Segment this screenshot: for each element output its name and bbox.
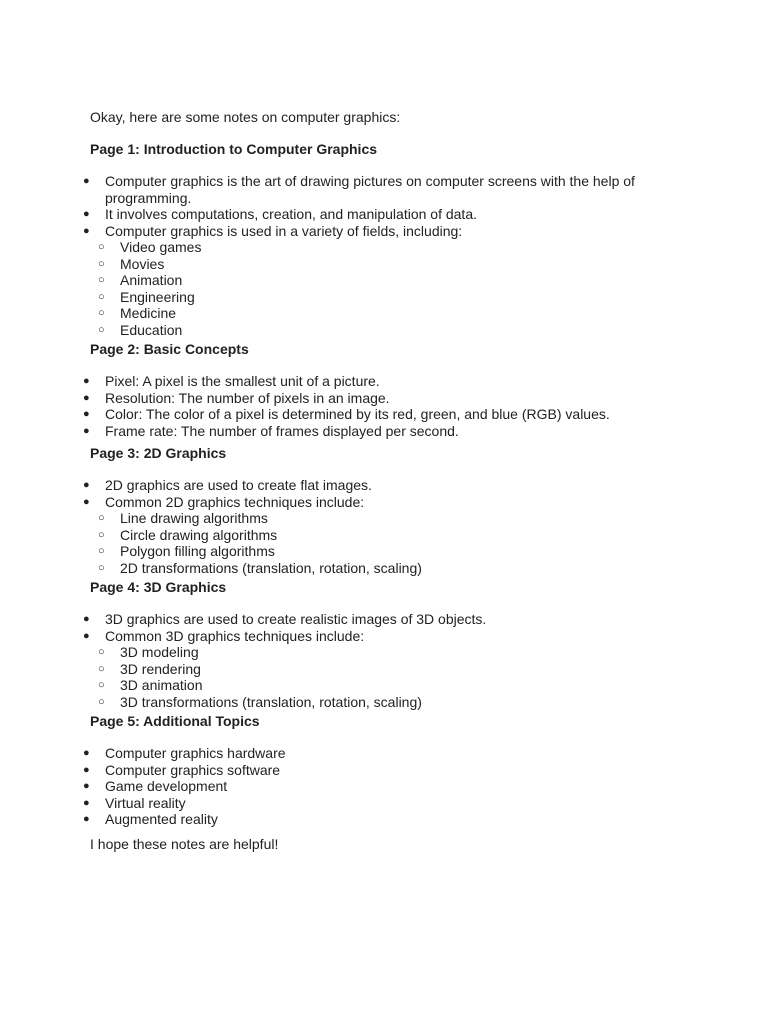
- hollow-bullet-icon: ○: [98, 274, 105, 286]
- hollow-bullet-icon: ○: [98, 257, 105, 270]
- section-heading: Page 4: 3D Graphics: [90, 579, 227, 595]
- section-heading: Page 2: Basic Concepts: [90, 341, 249, 357]
- sub-list-item: ○ Movies: [98, 255, 165, 272]
- section-heading: Page 1: Introduction to Computer Graphics: [90, 141, 378, 157]
- sub-list-item: ○ Animation: [98, 272, 183, 288]
- hollow-bullet-icon: ○: [98, 545, 105, 557]
- list-item: ● Virtual reality: [83, 794, 186, 811]
- hollow-bullet-icon: ○: [98, 662, 105, 675]
- list-item: ● Pixel: A pixel is the smallest unit of a picture.: [83, 373, 380, 389]
- bullet-icon: ●: [83, 629, 90, 642]
- bullet-icon: ●: [83, 408, 90, 420]
- sub-list: [98, 644, 680, 710]
- bullet-list: [0, 477, 680, 576]
- section-heading: Page 5: Additional Topics: [90, 713, 260, 729]
- sub-list-item: ○ 3D modeling: [98, 644, 199, 660]
- bullet-icon: ●: [83, 763, 90, 776]
- bullet-icon: ●: [83, 780, 90, 792]
- sub-list-item: ○ 2D transformations (translation, rotation, scaling): [98, 559, 422, 576]
- bullet-icon: ●: [83, 747, 90, 759]
- hollow-bullet-icon: ○: [98, 561, 105, 574]
- list-item: ● Common 3D graphics techniques include: ○ 3D modeling ○ 3D rendering ○ 3D animation ○ 3D transformations (translation, rotation, scaling): [0, 628, 680, 711]
- sub-list: [98, 510, 680, 576]
- hollow-bullet-icon: ○: [98, 512, 105, 524]
- list-item: ● 2D graphics are used to create flat images.: [83, 477, 372, 493]
- hollow-bullet-icon: ○: [98, 695, 105, 708]
- hollow-bullet-icon: ○: [98, 241, 105, 253]
- list-item: ● Augmented reality: [83, 811, 218, 827]
- sub-list-item: ○ Medicine: [98, 305, 177, 321]
- bullet-icon: ●: [83, 424, 90, 437]
- hollow-bullet-icon: ○: [98, 528, 105, 541]
- list-item: ● Frame rate: The number of frames displayed per second.: [83, 422, 459, 439]
- bullet-icon: ●: [83, 208, 90, 220]
- section-heading: Page 3: 2D Graphics: [90, 445, 227, 461]
- sub-list-item: ○ Engineering: [98, 288, 195, 305]
- sub-list-item: ○ Video games: [98, 239, 202, 255]
- hollow-bullet-icon: ○: [98, 290, 105, 303]
- sub-list-item: ○ 3D transformations (translation, rotation, scaling): [98, 693, 422, 710]
- bullet-icon: ●: [83, 813, 90, 825]
- list-item: ● 3D graphics are used to create realistic images of 3D objects.: [83, 611, 487, 627]
- sub-list-item: ○ Line drawing algorithms: [98, 510, 268, 526]
- list-item: ● Computer graphics hardware: [83, 745, 286, 761]
- bullet-icon: ●: [83, 175, 90, 187]
- bullet-icon: ●: [83, 375, 90, 387]
- bullet-icon: ●: [83, 495, 90, 508]
- closing-text: I hope these notes are helpful!: [90, 836, 279, 852]
- hollow-bullet-icon: ○: [98, 646, 105, 658]
- list-item: ● Game development: [83, 778, 228, 794]
- sub-list-item: ○ Education: [98, 321, 183, 338]
- list-item: ● Computer graphics is used in a variety of fields, including: ○ Video games ○ Movies ○ Animation ○ Engineering ○ Medicine ○ Education: [0, 223, 680, 339]
- hollow-bullet-icon: ○: [98, 679, 105, 691]
- list-item: ● Computer graphics software: [83, 761, 281, 778]
- hollow-bullet-icon: ○: [98, 323, 105, 336]
- bullet-list: [0, 745, 680, 828]
- intro-text: Okay, here are some notes on computer graphics:: [90, 109, 401, 125]
- list-item: ● Color: The color of a pixel is determined by its red, green, and blue (RGB) values.: [83, 406, 610, 422]
- bullet-icon: ●: [83, 796, 90, 809]
- bullet-list: [0, 611, 680, 710]
- bullet-icon: ●: [83, 479, 90, 491]
- bullet-icon: ●: [83, 613, 90, 625]
- list-item: ● Common 2D graphics techniques include: ○ Line drawing algorithms ○ Circle drawing algorithms ○ Polygon filling algorithms ○ 2D transformations (translation, rotation, scaling): [0, 494, 680, 577]
- list-item: ● Computer graphics is the art of drawing pictures on computer screens with the help of programming.: [83, 173, 635, 206]
- sub-list-item: ○ 3D animation: [98, 677, 203, 693]
- bullet-list: [0, 173, 680, 338]
- bullet-list: [0, 373, 680, 439]
- sub-list-item: ○ 3D rendering: [98, 660, 201, 677]
- sub-list-item: ○ Polygon filling algorithms: [98, 543, 275, 559]
- list-item: ● Resolution: The number of pixels in an image.: [83, 389, 390, 406]
- sub-list-item: ○ Circle drawing algorithms: [98, 526, 278, 543]
- bullet-icon: ●: [83, 391, 90, 404]
- sub-list: [98, 239, 680, 338]
- bullet-icon: ●: [83, 224, 90, 237]
- hollow-bullet-icon: ○: [98, 307, 105, 319]
- list-item: ● It involves computations, creation, and manipulation of data.: [83, 206, 477, 222]
